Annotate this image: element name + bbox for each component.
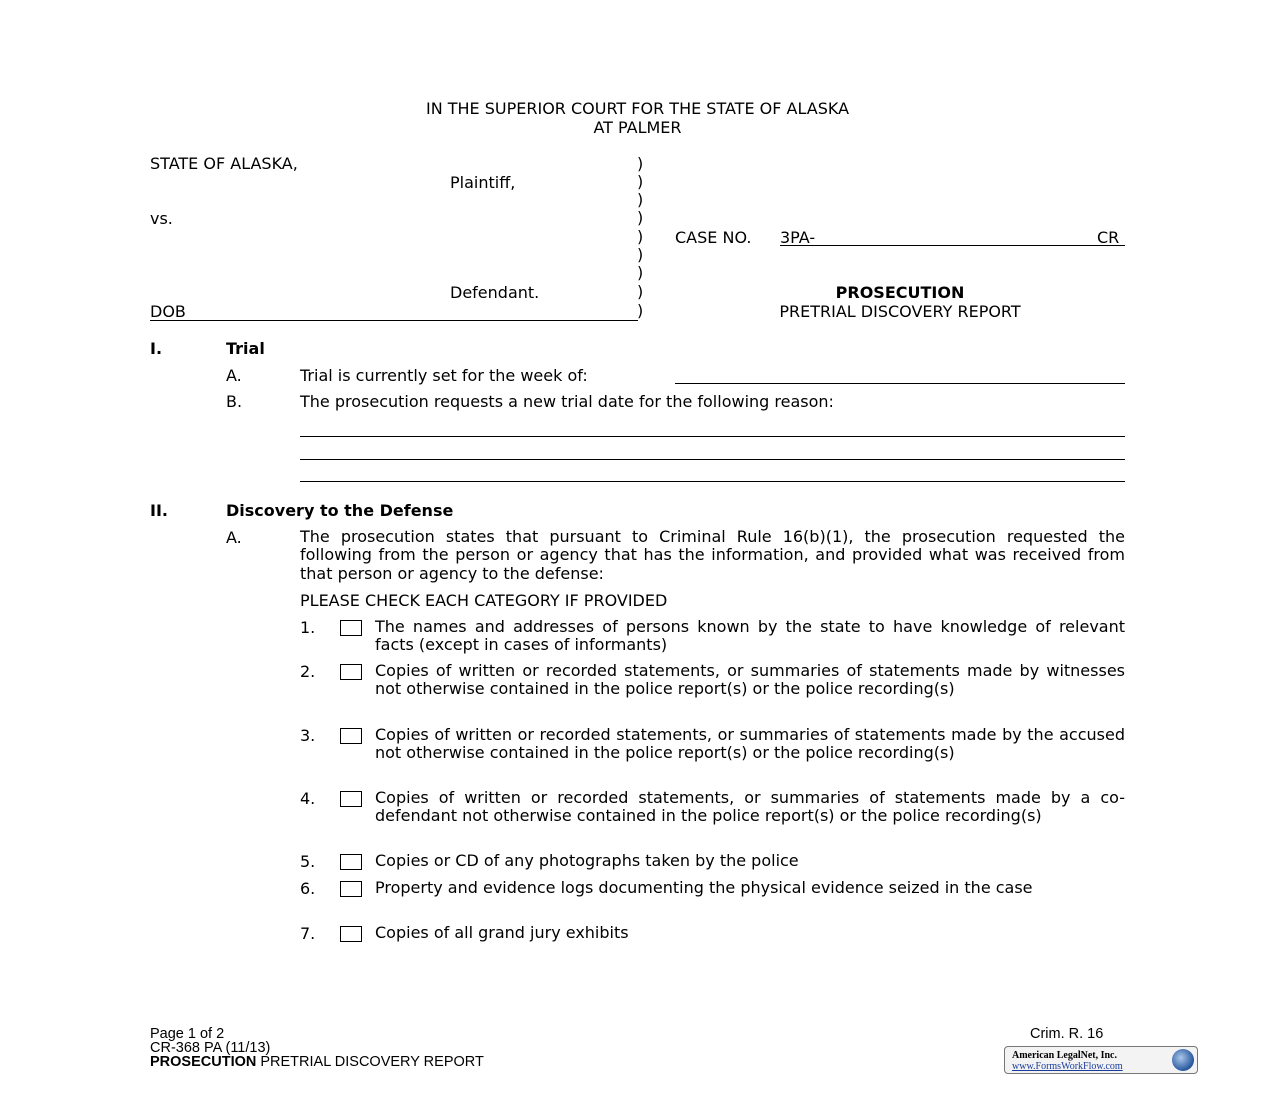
item-number: 1. xyxy=(300,618,316,637)
rule-reference: Crim. R. 16 xyxy=(1030,1026,1104,1042)
page-number: Page 1 of 2 xyxy=(150,1026,225,1042)
item-number: 4. xyxy=(300,789,316,808)
court-name: IN THE SUPERIOR COURT FOR THE STATE OF ALASKA xyxy=(425,99,850,118)
item-text: Copies of written or recorded statements, or summaries of statements made by the accused not otherwise contained in the police report(s) or the police recording(s) xyxy=(375,725,1125,763)
caption-paren: ) xyxy=(637,154,644,173)
item-text: Copies of written or recorded statements, or summaries of statements made by witnesses not otherwise contained in the police report(s) or the police recording(s) xyxy=(375,661,1125,699)
caption-paren: ) xyxy=(637,301,644,320)
item-number: 2. xyxy=(300,662,316,681)
section-numeral: II. xyxy=(150,501,168,520)
item-letter: A. xyxy=(226,366,242,385)
reason-line[interactable] xyxy=(300,481,1125,482)
globe-icon xyxy=(1172,1049,1194,1071)
plaintiff-name: STATE OF ALASKA, xyxy=(150,154,298,173)
section-heading: Trial xyxy=(226,339,265,358)
item-text: Copies or CD of any photographs taken by the police xyxy=(375,851,799,870)
item-text: Property and evidence logs documenting the physical evidence seized in the case xyxy=(375,878,1033,897)
document-title: PROSECUTION xyxy=(835,283,965,302)
item-checkbox[interactable] xyxy=(340,854,362,870)
dob-label: DOB xyxy=(150,302,186,321)
item-checkbox[interactable] xyxy=(340,620,362,636)
footer-title-rest: PRETRIAL DISCOVERY REPORT xyxy=(256,1054,484,1070)
discovery-statement: The prosecution states that pursuant to Criminal Rule 16(b)(1), the prosecution requested the following from the person or agency that has the information, and provided what was received from that person or agency to the defense: xyxy=(300,527,1125,583)
item-letter: B. xyxy=(226,392,243,411)
caption-paren: ) xyxy=(637,190,644,209)
item-checkbox[interactable] xyxy=(340,926,362,942)
caption-paren: ) xyxy=(637,245,644,264)
caption-paren: ) xyxy=(637,263,644,282)
form-id: CR-368 PA (11/13) xyxy=(150,1040,271,1056)
court-location: AT PALMER xyxy=(593,118,682,137)
caption-paren: ) xyxy=(637,172,644,191)
item-number: 5. xyxy=(300,852,316,871)
caption-paren: ) xyxy=(637,208,644,227)
case-number-field[interactable] xyxy=(780,245,1125,246)
reason-line[interactable] xyxy=(300,436,1125,437)
footer-title-bold: PROSECUTION xyxy=(150,1054,257,1070)
new-trial-reason-label: The prosecution requests a new trial date for the following reason: xyxy=(300,392,834,411)
defendant-role: Defendant. xyxy=(450,283,540,302)
logo-url[interactable]: www.FormsWorkFlow.com xyxy=(1012,1061,1123,1072)
item-checkbox[interactable] xyxy=(340,881,362,897)
item-text: Copies of all grand jury exhibits xyxy=(375,923,629,942)
check-instruction: PLEASE CHECK EACH CATEGORY IF PROVIDED xyxy=(300,591,668,610)
item-text: Copies of written or recorded statements, or summaries of statements made by a co-defendant not otherwise contained in the police report(s) or the police recording(s) xyxy=(375,788,1125,826)
plaintiff-role: Plaintiff, xyxy=(450,173,516,192)
item-letter: A. xyxy=(226,528,242,547)
item-checkbox[interactable] xyxy=(340,728,362,744)
item-checkbox[interactable] xyxy=(340,664,362,680)
trial-date-label: Trial is currently set for the week of: xyxy=(300,366,588,385)
case-number-suffix: CR xyxy=(1097,228,1120,247)
trial-date-field[interactable] xyxy=(675,383,1125,384)
reason-line[interactable] xyxy=(300,459,1125,460)
caption-paren: ) xyxy=(637,282,644,301)
caption-paren: ) xyxy=(637,227,644,246)
item-number: 3. xyxy=(300,726,316,745)
publisher-logo[interactable] xyxy=(1004,1046,1198,1074)
dob-field[interactable] xyxy=(150,320,638,321)
item-text: The names and addresses of persons known by the state to have knowledge of relevant facts (except in cases of informants) xyxy=(375,617,1125,655)
versus: vs. xyxy=(150,209,173,228)
case-number-prefix: 3PA- xyxy=(780,228,816,247)
item-number: 7. xyxy=(300,924,316,943)
document-subtitle: PRETRIAL DISCOVERY REPORT xyxy=(779,302,1021,321)
item-number: 6. xyxy=(300,879,316,898)
section-numeral: I. xyxy=(150,339,163,358)
case-number-label: CASE NO. xyxy=(675,228,752,247)
logo-company-name: American LegalNet, Inc. xyxy=(1012,1050,1117,1061)
section-heading: Discovery to the Defense xyxy=(226,501,454,520)
footer-title xyxy=(150,1055,484,1070)
item-checkbox[interactable] xyxy=(340,791,362,807)
